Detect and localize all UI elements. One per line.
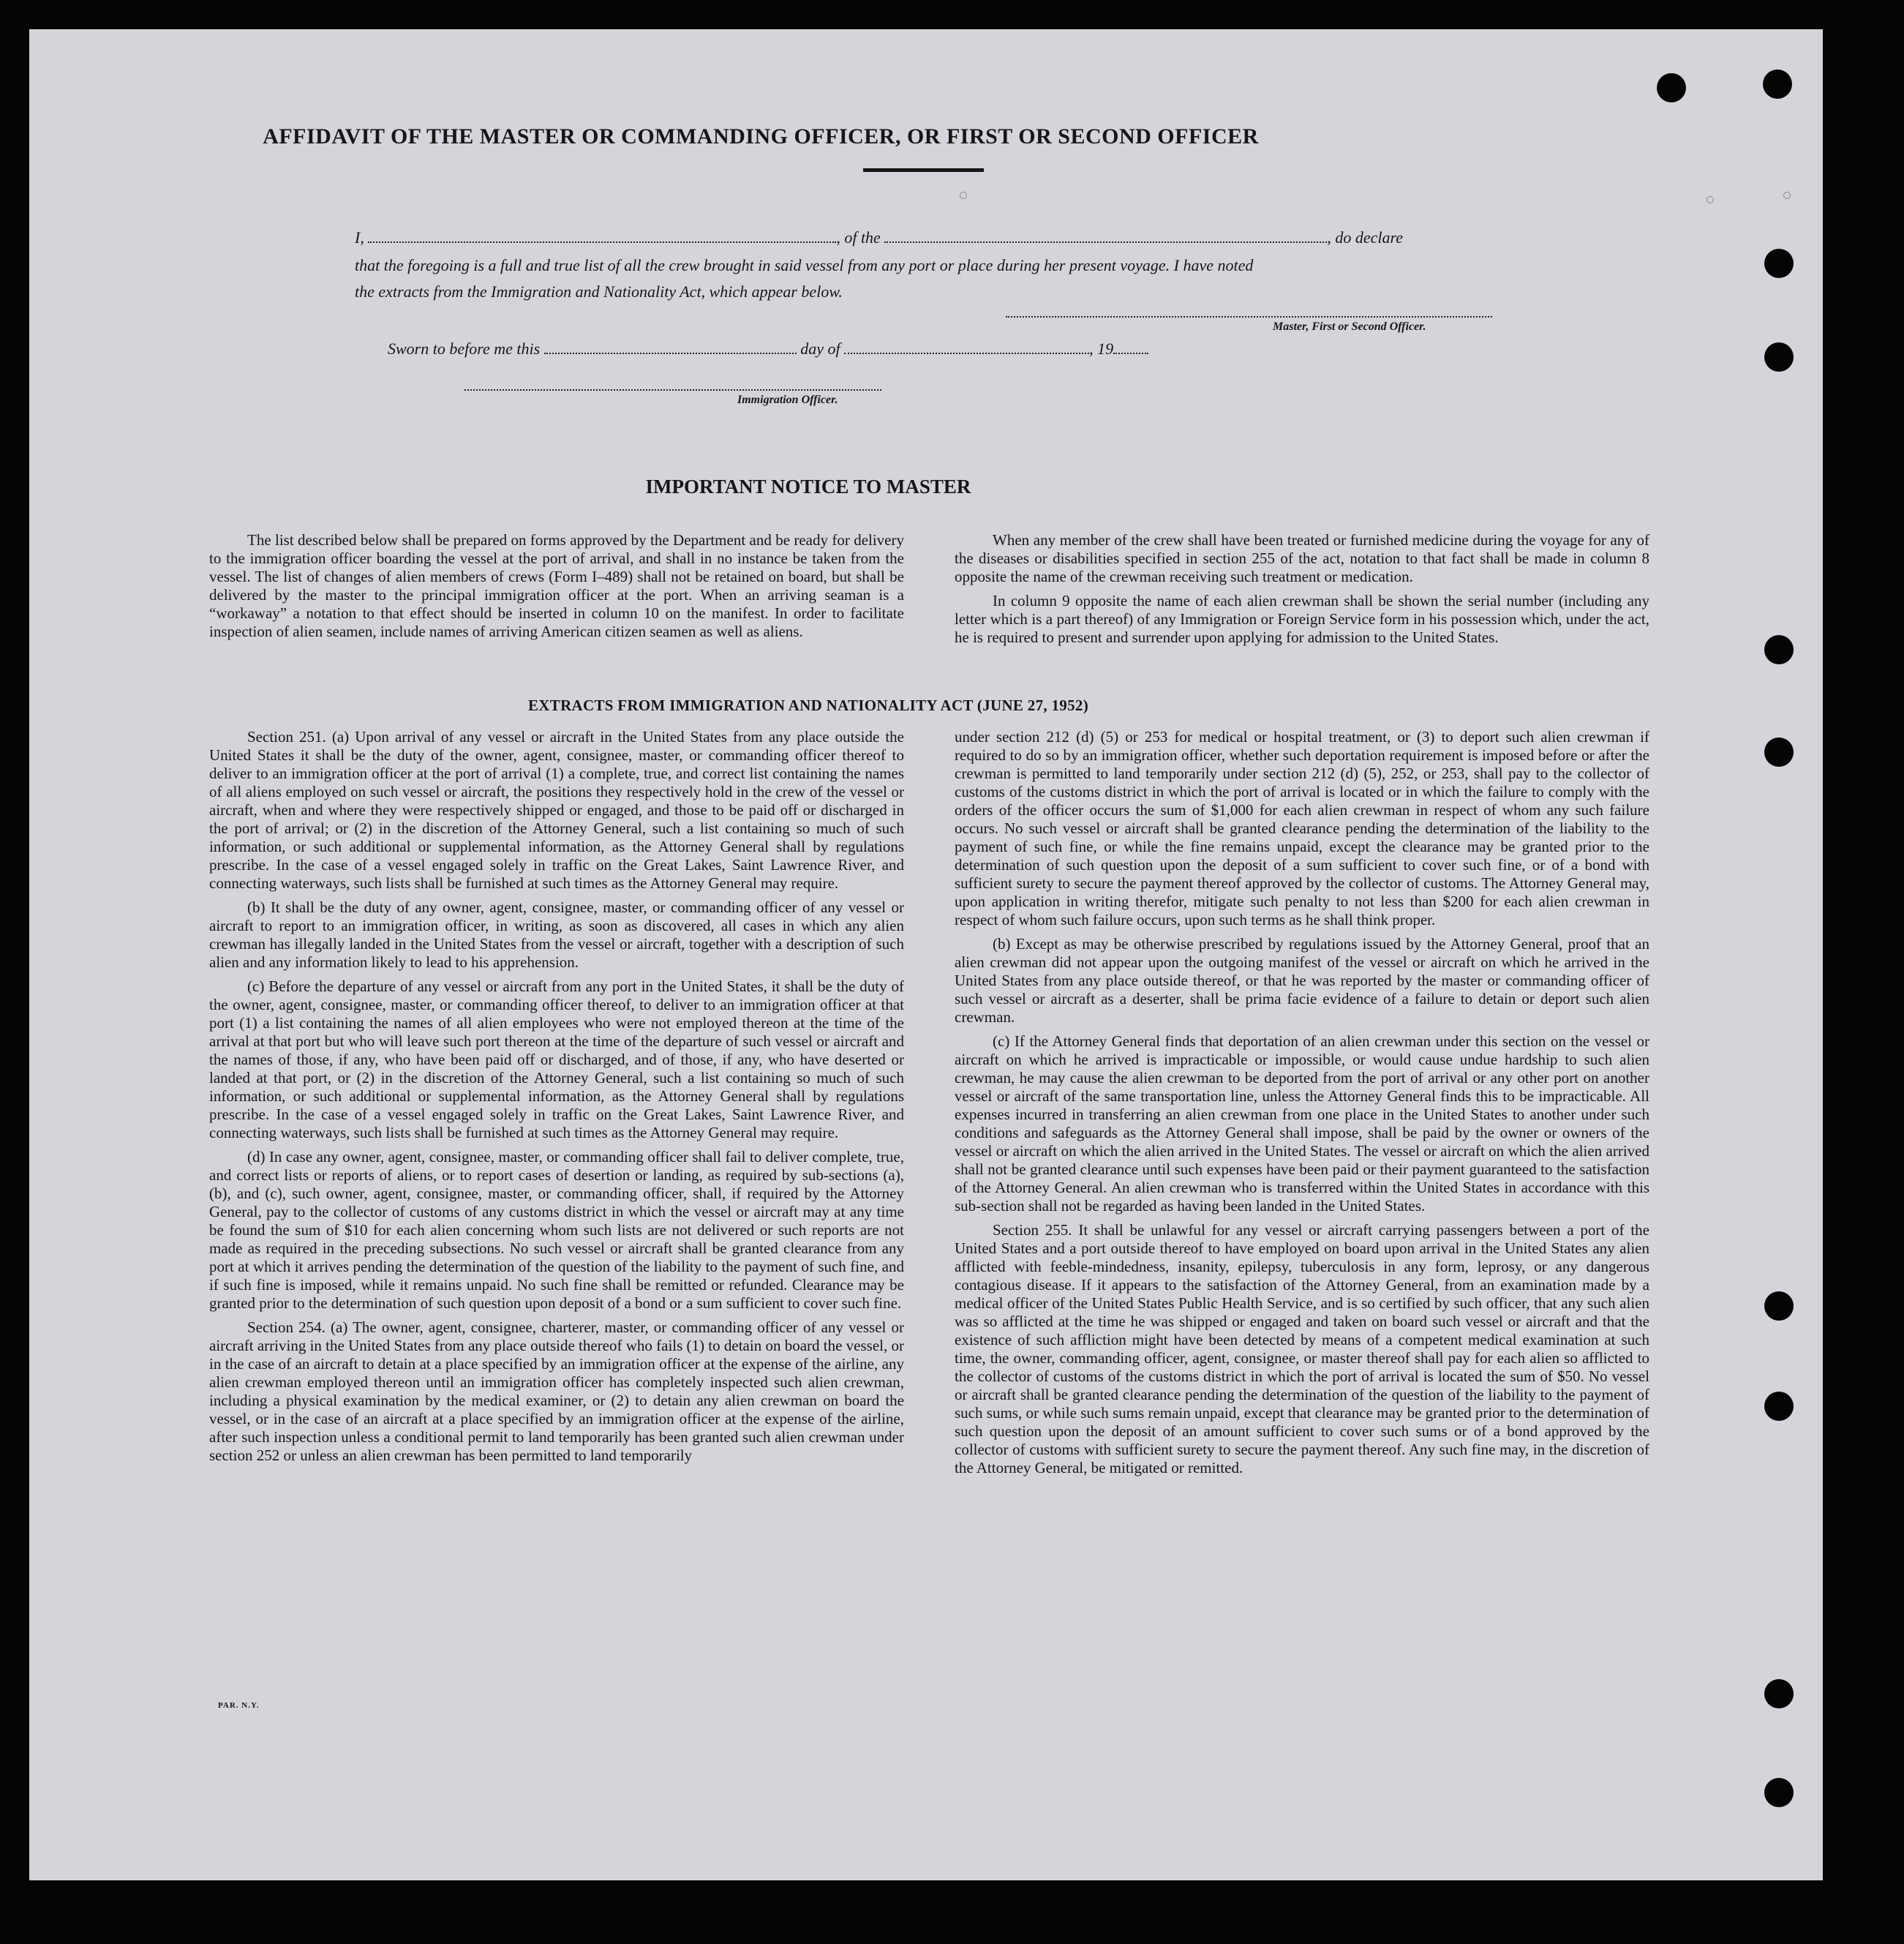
sworn-month-field[interactable] bbox=[844, 341, 1089, 354]
notice-right-paragraph-2: In column 9 opposite the name of each alien crewman shall be shown the serial number (including any letter which is a part thereof) of any Immigration or Foreign Service form in his possession which, under the act, he is required to present and surrender upon applying for admission to the United States. bbox=[955, 592, 1649, 646]
immigration-officer-signature-line[interactable] bbox=[464, 389, 881, 391]
notice-left-column bbox=[209, 531, 904, 647]
notice-title: IMPORTANT NOTICE TO MASTER bbox=[645, 476, 971, 498]
punch-hole bbox=[1764, 1679, 1794, 1708]
declaration-line-1 bbox=[355, 228, 1532, 247]
punch-hole bbox=[1764, 342, 1794, 372]
section-251-c: (c) Before the departure of any vessel or aircraft from any port in the United States, it shall be the duty of the owner, agent, consignee, master, or commanding officer thereof, to deliver to an immigration officer at that port (1) a list containing the names of all alien employees who were not employed thereon at the time of the arrival at that port but who will leave such port thereon at the time of the departure of such vessel or aircraft and the names of those, if any, who have been paid off or discharged, and of those, if any, who have deserted or landed at that port, or (2) in the discretion of the Attorney General, such a list containing so much of such information, or such additional or supplemental information, as the Attorney General shall by regulations prescribe. In the case of a vessel engaged solely in traffic on the Great Lakes, Saint Lawrence River, and connecting waterways, such lists shall be furnished at such times as the Attorney General may require. bbox=[209, 977, 904, 1141]
declaration-i: I, bbox=[355, 228, 364, 247]
section-255: Section 255. It shall be unlawful for any vessel or aircraft carrying passengers between a port of the United States and a port outside thereof to have employed on board upon arrival in the United States any alien afflicted with feeble-mindedness, insanity, epilepsy, tuberculosis in any form, leprosy, or any dangerous contagious disease. If it appears to the satisfaction of the Attorney General, from an examination made by a medical officer of the United States Public Health Service, and is so certified by such officer, that any such alien was so afflicted at the time he was shipped or engaged and taken on board such vessel or aircraft and that the existence of such affliction might have been detected by means of a competent medical examination at such time, the owner, commanding officer, agent, consignee, or master thereof shall pay for each alien so afflicted to the collector of customs of the customs district in which the port of arrival is located the sum of $50. No vessel or aircraft shall be granted clearance pending the determination of the question of the liability to the payment of such sums, or while such sums remain unpaid, except that clearance may be granted prior to the determination of such question upon the deposit of an amount sufficient to cover such sums or of a bond approved by the collector of customs with sufficient surety to secure the payment thereof. Any such fine may, in the discretion of the Attorney General, be mitigated or remitted. bbox=[955, 1221, 1649, 1476]
sworn-prefix: Sworn to before me this bbox=[388, 339, 541, 358]
section-254-a: Section 254. (a) The owner, agent, consignee, charterer, master, or commanding officer of any vessel or aircraft arriving in the United States from any place outside thereof who fails (1) to detain on board the vessel, or in the case of an aircraft to detain at a place specified by an immigration officer at the expense of the airline, any alien crewman employed thereon until an immigration officer has completely inspected such alien crewman, including a physical examination by the medical examiner, or (2) to detain any alien crewman on board the vessel, or in the case of an aircraft at a place specified by an immigration officer at the expense of the airline, after such inspection unless a conditional permit to land temporarily has been granted such alien crewman under section 252 or unless an alien crewman has been permitted to land temporarily bbox=[209, 1318, 904, 1464]
extracts-title: EXTRACTS FROM IMMIGRATION AND NATIONALITY ACT (JUNE 27, 1952) bbox=[528, 697, 1088, 714]
section-254-c: (c) If the Attorney General finds that deportation of an alien crewman under this section on the vessel or aircraft on which he arrived is impracticable or impossible, or would cause undue hardship to such alien crewman, he may cause the alien crewman to be deported from the port of arrival or any other port on another vessel or aircraft of the same transportation line, unless the Attorney General finds this to be impracticable. All expenses incurred in transferring an alien crewman from one place in the United States to another under such conditions and safeguards as the Attorney General shall impose, shall be paid by the owner or owners of the vessel or aircraft on which the alien arrived in the United States. The vessel or aircraft on which the alien arrived shall not be granted clearance until such expenses have been paid or their payment guaranteed to the satisfaction of the Attorney General. An alien crewman who is transferred within the United States in accordance with this sub-section shall not be regarded as having been landed in the United States. bbox=[955, 1032, 1649, 1215]
officer-name-field[interactable] bbox=[368, 230, 836, 243]
title-underline bbox=[863, 168, 984, 172]
notice-right-paragraph-1: When any member of the crew shall have been treated or furnished medicine during the voyage for any of the diseases or disabilities specified in section 255 of the act, notation to that fact shall be made in column 8 opposite the name of the crewman receiving such treatment or medication. bbox=[955, 531, 1649, 585]
punch-hole bbox=[1763, 70, 1792, 99]
extracts-left-column bbox=[209, 728, 904, 1471]
sworn-line bbox=[388, 339, 1565, 359]
punch-hole bbox=[1764, 249, 1794, 278]
declaration-line-3: the extracts from the Immigration and Nationality Act, which appear below. bbox=[355, 282, 843, 301]
punch-hole bbox=[1764, 1291, 1794, 1321]
section-251-b: (b) It shall be the duty of any owner, agent, consignee, master, or commanding officer of any vessel or aircraft to report to an immigration officer, in writing, as soon as discovered, all cases in which any alien crewman has illegally landed in the United States from the vessel or aircraft, together with a description of such alien and any information likely to lead to his apprehension. bbox=[209, 898, 904, 971]
sworn-year: , 19 bbox=[1089, 339, 1114, 358]
sworn-year-field[interactable] bbox=[1113, 341, 1148, 354]
master-signature-label: Master, First or Second Officer. bbox=[1273, 320, 1426, 333]
sworn-day-field[interactable] bbox=[544, 341, 797, 354]
punch-hole bbox=[1657, 73, 1686, 102]
notice-right-column bbox=[955, 531, 1649, 653]
punch-hole bbox=[1764, 738, 1794, 767]
punch-hole bbox=[1764, 1392, 1794, 1421]
immigration-officer-label: Immigration Officer. bbox=[737, 394, 838, 406]
declaration-line-2: that the foregoing is a full and true list of all the crew brought in said vessel from any port or place during her present voyage. I have noted bbox=[355, 256, 1254, 274]
speck bbox=[1707, 196, 1714, 203]
section-251-d: (d) In case any owner, agent, consignee, master, or commanding officer shall fail to deliver complete, true, and correct lists or reports of aliens, or to report cases of desertion or landing, as required by sub-sections (a), (b), and (c), such owner, agent, consignee, master, or commanding officer, shall, if required by the Attorney General, pay to the collector of customs of any customs district in which the vessel or aircraft may at any time be found the sum of $10 for each alien concerning whom such lists are not delivered or such reports are not made as required in the preceding subsections. No such vessel or aircraft shall be granted clearance from any port at which it arrives pending the determination of the question of the liability to the payment of such fine, and if such fine is imposed, while it remains unpaid. No such fine shall be remitted or refunded. Clearance may be granted prior to the determination of such question upon deposit of a bond or a sum sufficient to cover such fine. bbox=[209, 1148, 904, 1312]
speck bbox=[1783, 192, 1791, 199]
printer-mark: PAR. N.Y. bbox=[218, 1701, 260, 1710]
affidavit-title: AFFIDAVIT OF THE MASTER OR COMMANDING OFFICER, OR FIRST OR SECOND OFFICER bbox=[263, 124, 1259, 149]
punch-hole bbox=[1764, 1778, 1794, 1807]
sworn-day-of: day of bbox=[800, 339, 840, 358]
notice-left-paragraph: The list described below shall be prepared on forms approved by the Department and be ready for delivery to the immigration officer boarding the vessel at the port of arrival, and shall in no instance be taken from the vessel. The list of changes of alien members of crews (Form I–489) shall not be retained on board, but shall be delivered by the master to the principal immigration officer at the port. When an arriving seaman is a “workaway” a notation to that effect should be inserted in column 10 on the manifest. In order to facilitate inspection of alien seamen, include names of arriving American citizen seamen as well as aliens. bbox=[209, 531, 904, 640]
extracts-right-column bbox=[955, 728, 1649, 1483]
master-signature-line[interactable] bbox=[1006, 316, 1492, 318]
declaration-of-the: , of the bbox=[836, 228, 881, 247]
section-251-a: Section 251. (a) Upon arrival of any vessel or aircraft in the United States from any place outside the United States it shall be the duty of the owner, agent, consignee, master, or commanding officer thereof to deliver to an immigration officer at the port of arrival (1) a complete, true, and correct list containing the names of all aliens employed on such vessel or aircraft, the positions they respectively hold in the crew of the vessel or aircraft, when and where they were respectively shipped or engaged, and those to be paid off or discharged in the port of arrival; or (2) in the discretion of the Attorney General, such a list containing so much of such information, or such additional or supplemental information, as the Attorney General shall by regulations prescribe. In the case of a vessel engaged solely in traffic on the Great Lakes, Saint Lawrence River, and connecting waterways, such lists shall be furnished at such times as the Attorney General may require. bbox=[209, 728, 904, 892]
punch-hole bbox=[1764, 635, 1794, 664]
section-254-b: (b) Except as may be otherwise prescribed by regulations issued by the Attorney General, proof that an alien crewman did not appear upon the outgoing manifest of the vessel or aircraft on which he arrived in the United States from any place outside thereof, or that he was reported by the master or commanding officer of such vessel or aircraft as a deserter, shall be prima facie evidence of a failure to detain or deport such alien crewman. bbox=[955, 935, 1649, 1026]
vessel-name-field[interactable] bbox=[884, 230, 1327, 243]
section-254-a-continued: under section 212 (d) (5) or 253 for medical or hospital treatment, or (3) to deport such alien crewman if required to do so by an immigration officer, whether such deportation requirement is imposed before or after the crewman is permitted to land temporarily under section 212 (d) (5), 252, or 253, shall pay to the collector of customs of the customs district in which the port of arrival is located or in which the failure to comply with the orders of the officer occurs the sum of $1,000 for each alien crewman in respect of whom any such failure occurs. No such vessel or aircraft shall be granted clearance pending the determination of the liability to the payment of such fine, or while the fine remains unpaid, except the clearance may be granted prior to the determination of such question upon the deposit of a sum sufficient to cover such fine, or of a bond with sufficient surety to secure the payment thereof approved by the collector of customs. The Attorney General may, upon application in writing therefor, mitigate such penalty to not less than $200 for each alien crewman in respect of whom such failure occurs, upon such terms as he shall think proper. bbox=[955, 728, 1649, 928]
speck bbox=[960, 192, 967, 199]
declaration-do-declare: , do declare bbox=[1327, 228, 1403, 247]
form-page bbox=[29, 29, 1823, 1880]
